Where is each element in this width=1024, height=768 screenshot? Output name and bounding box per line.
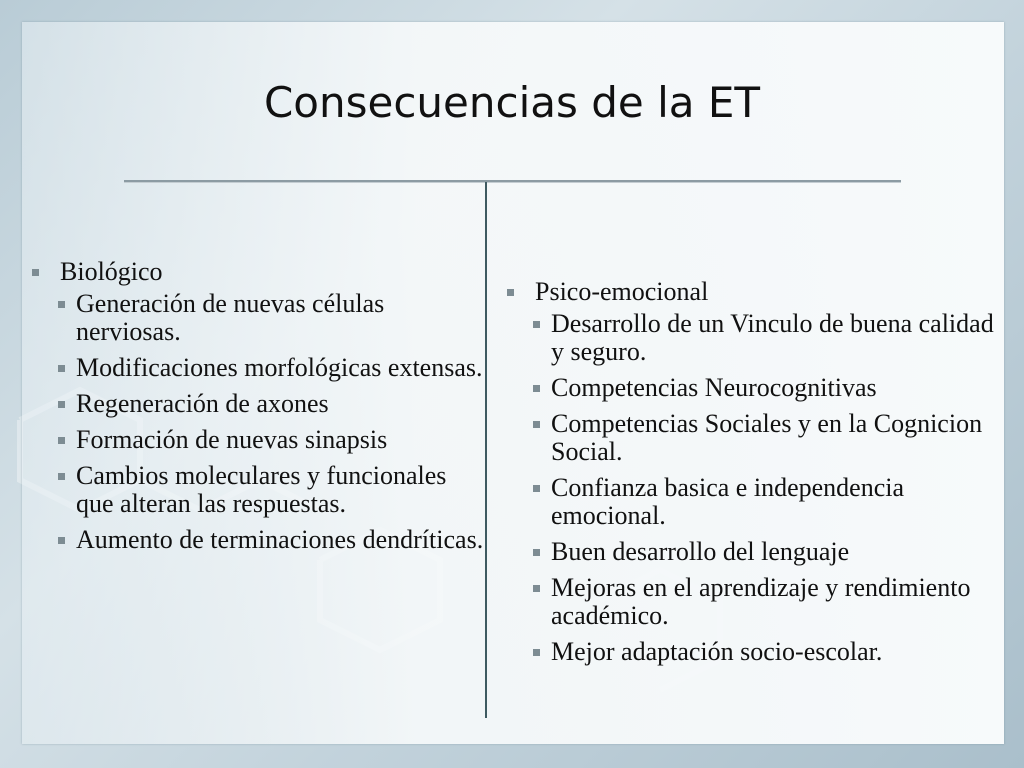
left-heading-item xyxy=(30,258,485,286)
square-bullet-icon xyxy=(533,421,540,428)
list-item-text: Formación de nuevas sinapsis xyxy=(76,425,388,454)
left-column xyxy=(30,258,485,562)
list-item xyxy=(505,410,995,466)
square-bullet-icon xyxy=(533,649,540,656)
square-bullet-icon xyxy=(507,289,514,296)
list-item-text: Mejoras en el aprendizaje y rendimiento académico. xyxy=(551,573,971,630)
square-bullet-icon xyxy=(533,321,540,328)
column-divider xyxy=(485,182,487,718)
square-bullet-icon xyxy=(58,401,65,408)
right-column xyxy=(505,278,995,674)
list-item xyxy=(30,290,485,346)
list-item xyxy=(505,474,995,530)
list-item-text: Desarrollo de un Vinculo de buena calidad y seguro. xyxy=(551,309,994,366)
list-item xyxy=(30,526,485,554)
square-bullet-icon xyxy=(533,585,540,592)
square-bullet-icon xyxy=(58,301,65,308)
list-item xyxy=(30,354,485,382)
square-bullet-icon xyxy=(58,365,65,372)
list-item xyxy=(505,574,995,630)
list-item-text: Modificaciones morfológicas extensas. xyxy=(76,353,483,382)
square-bullet-icon xyxy=(533,485,540,492)
list-item xyxy=(30,390,485,418)
square-bullet-icon xyxy=(32,269,39,276)
slide-title: Consecuencias de la ET xyxy=(263,78,761,127)
list-item xyxy=(30,462,485,518)
list-item-text: Confianza basica e independencia emocional. xyxy=(551,473,904,530)
list-item xyxy=(505,638,995,666)
list-item-text: Competencias Neurocognitivas xyxy=(551,373,877,402)
list-item xyxy=(505,310,995,366)
list-item-text: Buen desarrollo del lenguaje xyxy=(551,537,850,566)
list-item xyxy=(505,538,995,566)
square-bullet-icon xyxy=(58,473,65,480)
list-item-text: Competencias Sociales y en la Cognicion Social. xyxy=(551,409,983,466)
square-bullet-icon xyxy=(533,385,540,392)
list-item xyxy=(30,426,485,454)
list-item xyxy=(505,374,995,402)
square-bullet-icon xyxy=(58,437,65,444)
title-divider xyxy=(124,180,901,183)
list-item-text: Aumento de terminaciones dendríticas. xyxy=(76,525,484,554)
square-bullet-icon xyxy=(533,549,540,556)
list-item-text: Generación de nuevas células nerviosas. xyxy=(76,289,385,346)
list-item-text: Regeneración de axones xyxy=(76,389,329,418)
left-heading: Biológico xyxy=(60,257,163,286)
list-item-text: Cambios moleculares y funcionales que alteran las respuestas. xyxy=(76,461,447,518)
square-bullet-icon xyxy=(58,537,65,544)
list-item-text: Mejor adaptación socio-escolar. xyxy=(551,637,883,666)
right-heading-item xyxy=(505,278,995,306)
right-heading: Psico-emocional xyxy=(535,277,709,306)
